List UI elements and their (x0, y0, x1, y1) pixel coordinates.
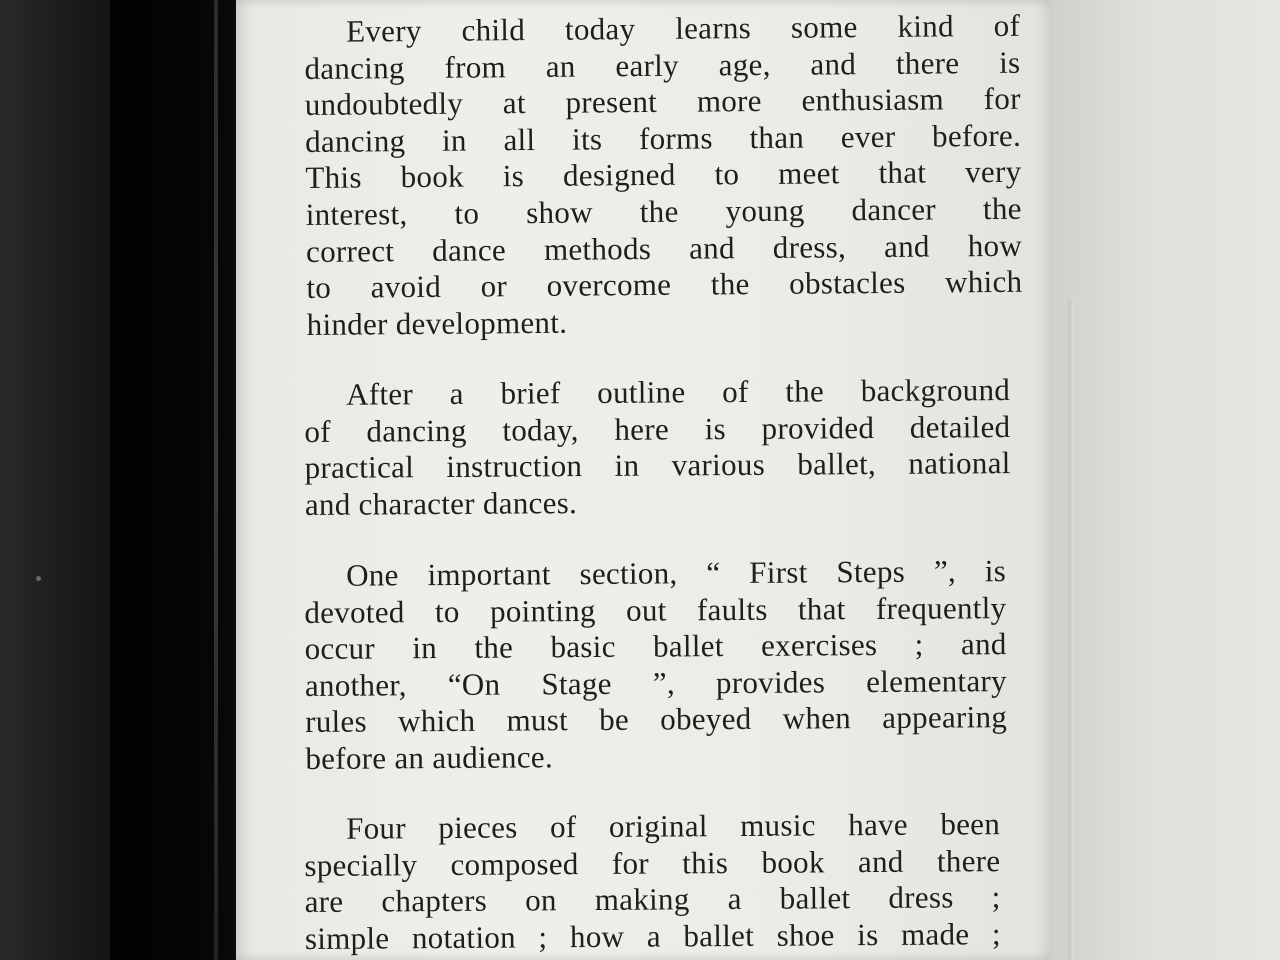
background-speck (36, 576, 41, 581)
text-line: rules which must be obeyed when appearing (305, 699, 1008, 740)
paragraph-3 (304, 553, 1008, 777)
text-line: devoted to pointing out faults that frequently (304, 589, 1007, 630)
paragraph-2 (304, 372, 1011, 523)
text-line: and character dances. (304, 485, 578, 523)
text-line: Every child today learns some kind of (345, 7, 1021, 49)
text-line: After a brief outline of the background (345, 372, 1011, 413)
text-line: dancing in all its forms than ever before. (304, 117, 1022, 159)
text-line: are chapters on making a ballet dress ; (304, 879, 1001, 920)
paragraph-1 (304, 8, 1023, 344)
background-right (1050, 0, 1280, 960)
paper-fold-crease (1066, 300, 1074, 960)
text-line: simple notation ; how a ballet shoe is made ; (304, 916, 1001, 957)
text-line: One important section, “ First Steps ”, is (345, 552, 1007, 593)
background-left (0, 0, 110, 960)
text-line: practical instruction in various ballet, national (304, 445, 1011, 486)
blurb-text (304, 7, 1023, 960)
text-line: hinder development. (306, 304, 568, 342)
text-line: specially composed for this book and there (304, 843, 1001, 883)
cover-edge-highlight (214, 0, 218, 960)
text-line: of dancing today, here is provided detailed (304, 409, 1011, 449)
text-line: occur in the basic ballet exercises ; and (304, 626, 1007, 666)
text-line: another, “On Stage ”, provides elementary (304, 662, 1007, 703)
text-line: dancing from an early age, and there is (304, 44, 1021, 86)
text-line: undoubtedly at present more enthusiasm for (304, 80, 1021, 123)
text-line: before an audience. (305, 738, 554, 776)
text-line: interest, to show the young dancer the (305, 190, 1022, 232)
text-line: to avoid or overcome the obstacles which (306, 263, 1023, 306)
text-line: Four pieces of original music have been (345, 806, 1001, 846)
paragraph-4 (304, 806, 1001, 957)
text-line: This book is designed to meet that very (305, 154, 1022, 196)
text-line: correct dance methods and dress, and how (305, 227, 1023, 269)
